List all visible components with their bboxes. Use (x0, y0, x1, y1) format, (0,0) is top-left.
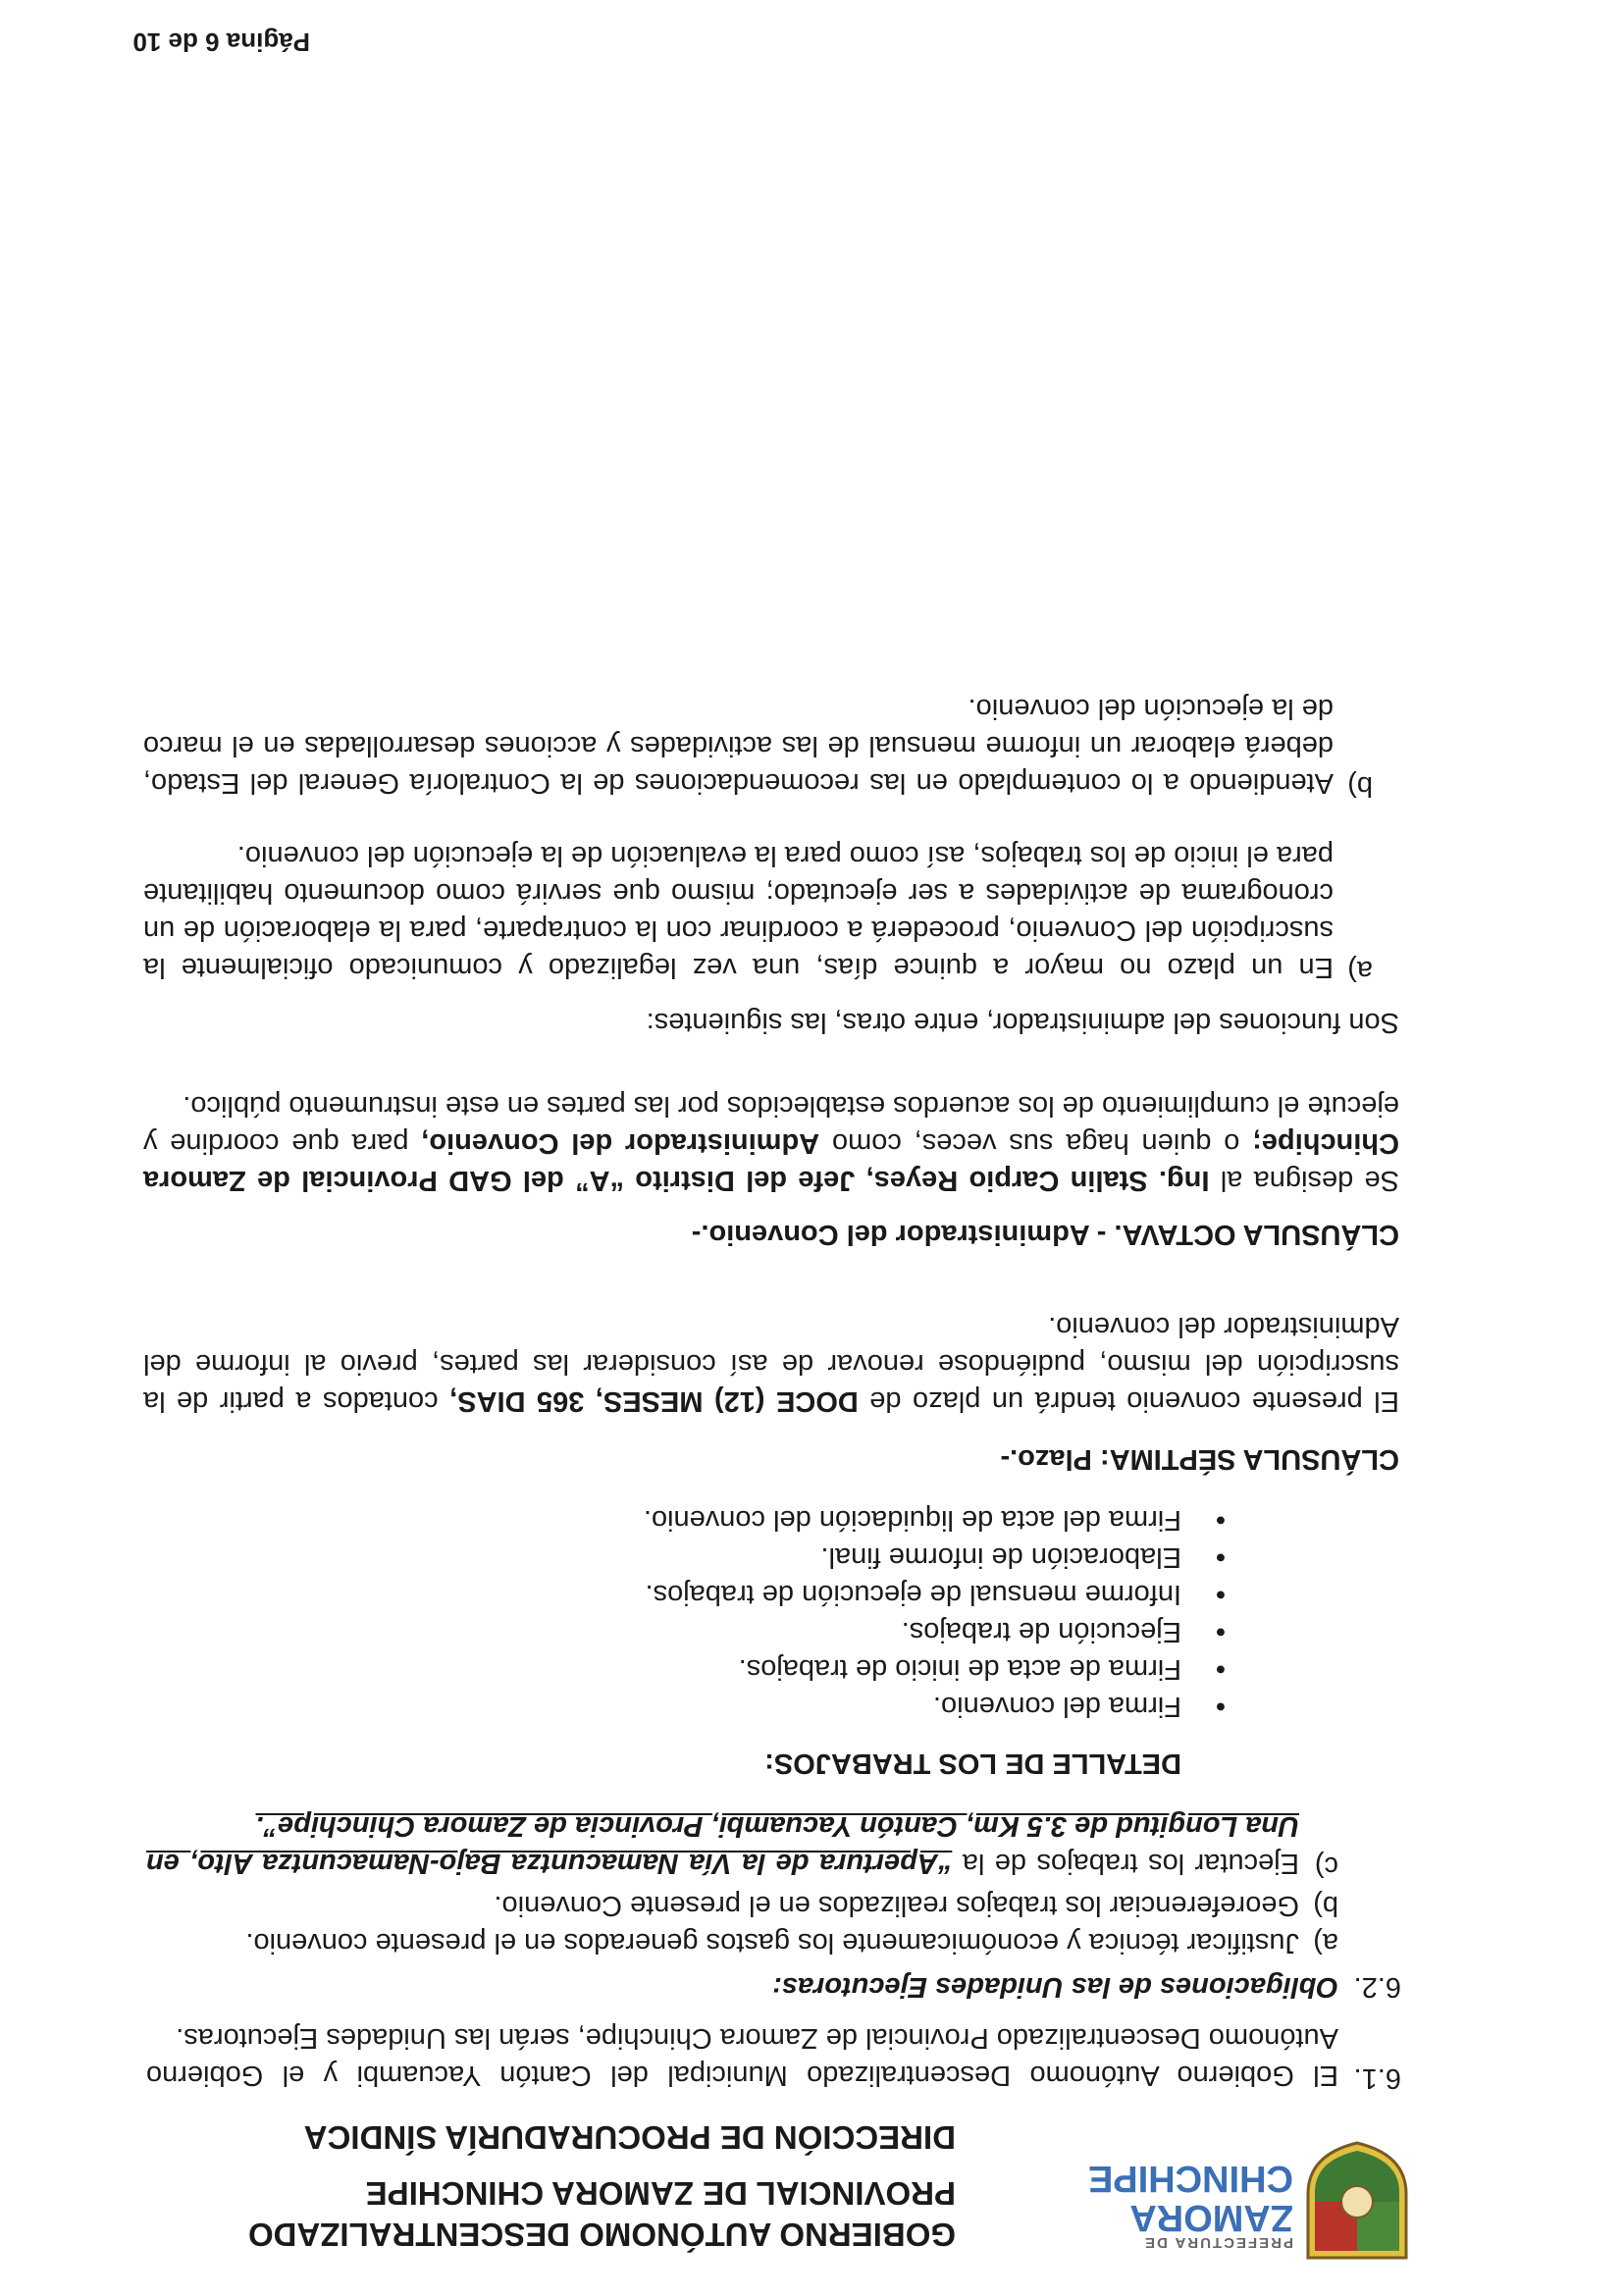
item-c-lead: Ejecutar los trabajos de la (952, 1848, 1299, 1879)
list-item: • Firma de acta de inicio de trabajos. (738, 1653, 1226, 1685)
clausula-septima-title: CLÁUSULA SÉPTIMA: Plazo.- (1000, 1443, 1399, 1475)
header-line-3: DIRECCIÓN DE PROCURADURÍA SÍNDICA (303, 2119, 956, 2156)
header-line-2: PROVINCIAL DE ZAMORA CHINCHIPE (365, 2175, 956, 2212)
detalle-title: DETALLE DE LOS TRABAJOS: (764, 1748, 1181, 1779)
list-item: • Firma del convenio. (932, 1691, 1226, 1722)
clausula-octava-text: Se designa al Ing. Stalin Carpio Reyes, Jefe del Distrito “A” del GAD Provincial de Zamora Chinchipe; o quien haga sus veces, como Administrador del Convenio, para que coordine y ejecute el cumplimiento de los acuerdos establecidos por las partes en este instrumento público. (143, 1090, 1399, 1196)
detalle-list (200, 1501, 1226, 1725)
octava-item-a-label: a) (1347, 955, 1373, 986)
page-number: Página 6 de 10 (132, 27, 310, 57)
list-item: • Informe mensual de ejecución de trabajos. (645, 1579, 1226, 1610)
list-item: • Firma del acta de liquidación del convenio. (643, 1504, 1226, 1536)
item-a-label: a) (1313, 1927, 1338, 1958)
coat-of-arms-icon (1303, 2140, 1411, 2263)
section-6-2-title: Obligaciones de las Unidades Ejecutoras: (772, 1971, 1338, 2003)
list-item: • Elaboración de informe final. (820, 1541, 1226, 1573)
clausula-octava-title: CLÁUSULA OCTAVA. - Administrador del Convenio.- (691, 1219, 1399, 1250)
logo-caption: PREFECTURA DE (1143, 2234, 1293, 2251)
octava-item-a-text: En un plazo no mayor a quince días, una vez legalizado y comunicado oficialmente la suscripción del Convenio, procederá a coordinar con la contraparte, para la elaboración de un cronograma de actividades a ser ejecutado; mismo que servirá como documento habilitante para el inicio de los trabajos, así como para la evaluación de la ejecución del convenio. (143, 840, 1334, 983)
item-b-label: b) (1313, 1890, 1338, 1921)
funciones-intro: Son funciones del administrador, entre otras, las siguientes: (646, 1007, 1399, 1038)
section-6-1-number: 6.1. (1353, 2062, 1401, 2094)
list-item: • Ejecución de trabajos. (901, 1616, 1226, 1647)
logo-word-chinchipe: CHINCHIPE (1087, 2158, 1293, 2199)
item-c-bold: “Apertura de la Vía Namacuntza Bajo-Namacuntza Alto, en Una Longitud de 3.5 Km, Cantón Yacuambi, Provincia de Zamora Chinchipe”. (146, 1810, 1299, 1879)
item-c-label: c) (1314, 1851, 1338, 1882)
item-a-text: Justificar técnica y económicamente los gastos generados en el presente convenio. (245, 1927, 1299, 1958)
section-6-2-number: 6.2. (1353, 1971, 1401, 2003)
section-6-1-text: El Gobierno Autónomo Descentralizado Municipal del Cantón Yacuambi y el Gobierno Autónomo Descentralizado Provincial de Zamora Chinchipe, serán las Unidades Ejecutoras. (146, 2022, 1338, 2091)
logo-word-zamora: ZAMORA (1129, 2197, 1293, 2238)
item-c-text (146, 1807, 1299, 1882)
clausula-septima-text: El presente convenio tendrá un plazo de DOCE (12) MESES, 365 DIAS, contados a partir de la suscripción del mismo, pudiéndose renovar de así considerar las partes, previo al informe del Administrador del convenio. (142, 1311, 1399, 1417)
item-b-text: Georeferenciar los trabajos realizados en el presente Convenio. (494, 1890, 1299, 1921)
octava-item-b-label: b) (1347, 770, 1373, 802)
octava-item-b-text: Atendiendo a lo contemplado en las recomendaciones de la Contraloría General del Estado, deberá elaborar un informe mensual de las actividades y acciones desarrolladas en el marco de la ejecución del convenio. (143, 693, 1334, 799)
header-line-1: GOBIERNO AUTÓNOMO DESCENTRALIZADO (247, 2217, 956, 2253)
